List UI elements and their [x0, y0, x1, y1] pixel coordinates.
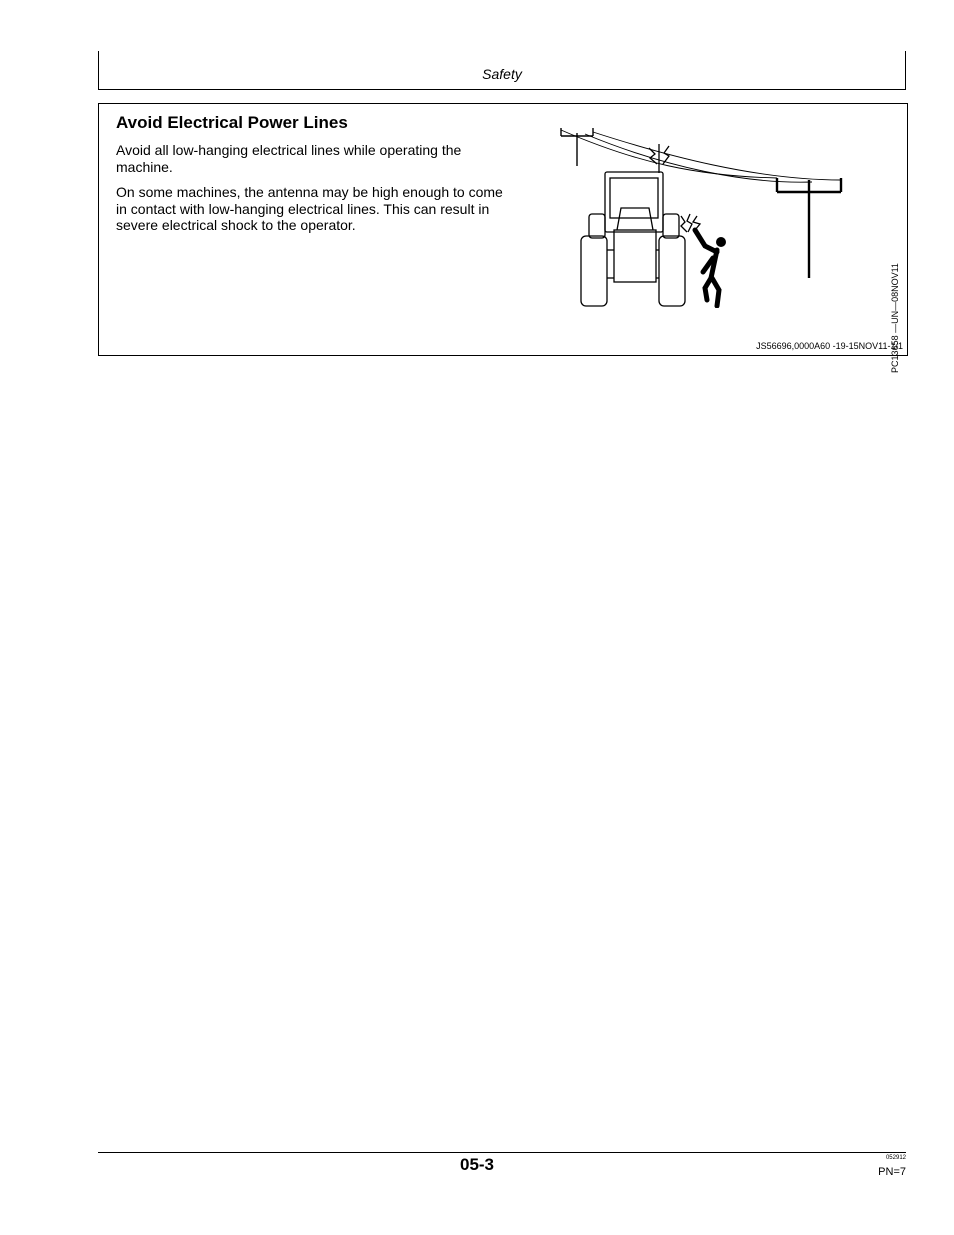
document-reference: JS56696,0000A60 -19-15NOV11-1/1: [756, 341, 903, 351]
antenna-spark-icon: [649, 144, 669, 173]
power-line-hazard-illustration: [557, 118, 847, 308]
tractor: [581, 172, 685, 306]
page-header: [98, 51, 906, 90]
shocked-operator-figure: [695, 230, 726, 306]
section-title: Avoid Electrical Power Lines: [116, 113, 348, 132]
page-number: 05-3: [459, 1155, 495, 1174]
utility-pole-left: [561, 128, 593, 166]
power-lines: [561, 130, 841, 182]
utility-pole-right: [777, 178, 841, 278]
footer-pn: PN=7: [878, 1166, 906, 1178]
header-title: Safety: [482, 66, 522, 82]
section-paragraph: Avoid all low-hanging electrical lines while operating the machine.: [116, 142, 462, 175]
section-paragraph: On some machines, the antenna may be high enough to come in contact with low-hanging electrical lines. This can result in severe electrical shock to the operator.: [116, 184, 503, 233]
figure-id-label: PC13658 —UN—08NOV11: [890, 263, 900, 373]
footer-code: 052912: [885, 1155, 906, 1161]
footer-divider: [98, 1152, 906, 1153]
safety-section: [98, 103, 908, 373]
